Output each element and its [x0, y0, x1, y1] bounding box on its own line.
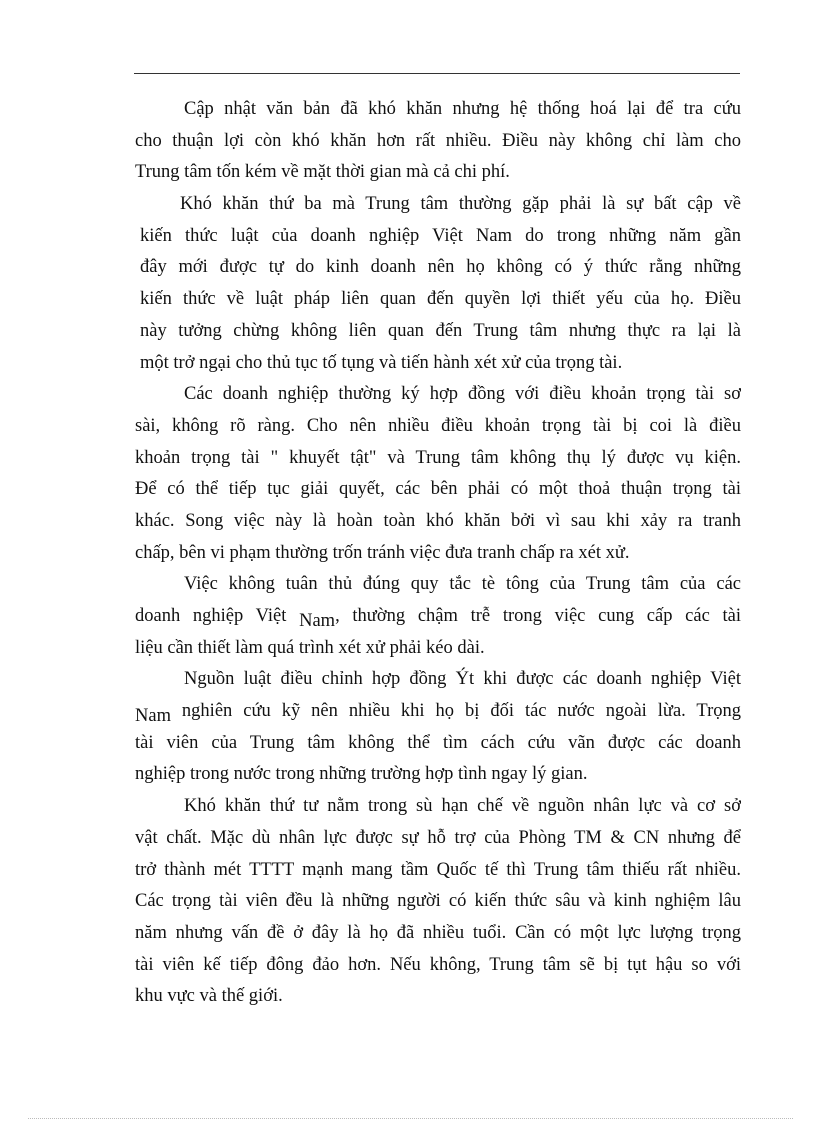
- text-line: nghiệp trong nước trong những trường hợp tình ngay lý gian.: [135, 764, 588, 785]
- lowered-word: Nam: [299, 611, 336, 631]
- paragraph-1: [135, 94, 741, 189]
- text-line: vật chất. Mặc dù nhân lực được sự hỗ trợ của Phòng TM & CN nhưng để: [135, 827, 741, 848]
- text-line: Để có thể tiếp tục giải quyết, các bên phải có một thoả thuận trọng tài: [135, 479, 741, 500]
- paragraph-5: [135, 664, 741, 791]
- header-rule: [134, 73, 740, 74]
- text-line: trở thành mét TTTT mạnh mang tầm Quốc tế thì Trung tâm thiếu rất nhiều.: [135, 859, 741, 880]
- text-line: Nguồn luật điều chỉnh hợp đồng Ýt khi được các doanh nghiệp Việt: [184, 669, 741, 690]
- text-fragment: doanh nghiệp Việt: [135, 606, 300, 626]
- paragraph-3: [135, 379, 741, 569]
- footer-rule: [28, 1118, 793, 1119]
- text-line: khoản trọng tài " khuyết tật" và Trung tâm không thụ lý được vụ kiện.: [135, 447, 741, 468]
- text-line: Các trọng tài viên đều là những người có kiến thức sâu và kinh nghiệm lâu: [135, 891, 741, 912]
- text-line: chấp, bên vi phạm thường trốn tránh việc đưa tranh chấp ra xét xử.: [135, 542, 630, 563]
- text-line: sài, không rõ ràng. Cho nên nhiều điều khoản trọng tài bị coi là điều: [135, 415, 741, 436]
- text-line: đây mới được tự do kinh doanh nên họ không có ý thức rằng những: [140, 257, 741, 278]
- paragraph-2: [135, 189, 741, 379]
- text-line: kiến thức về luật pháp liên quan đến quyền lợi thiết yếu của họ. Điều: [140, 289, 741, 310]
- text-line: cho thuận lợi còn khó khăn hơn rất nhiều. Điều này không chỉ làm cho: [135, 130, 741, 151]
- paragraph-6: [135, 791, 741, 1013]
- text-line: Các doanh nghiệp thường ký hợp đồng với điều khoản trọng tài sơ: [184, 384, 741, 405]
- text-line: Cập nhật văn bản đã khó khăn nhưng hệ thống hoá lại để tra cứu: [184, 99, 741, 119]
- text-line: kiến thức luật của doanh nghiệp Việt Nam do trong những năm gần: [140, 225, 741, 246]
- text-line: Trung tâm tốn kém về mặt thời gian mà cả chi phí.: [135, 162, 510, 183]
- text-line: liệu cần thiết làm quá trình xét xử phải kéo dài.: [135, 637, 485, 658]
- text-fragment: , thường chậm trễ trong việc cung cấp các tài: [335, 606, 741, 626]
- text-line: [135, 601, 741, 633]
- text-line: năm nhưng vấn đề ở đây là họ đã nhiều tuổi. Cần có một lực lượng trọng: [135, 922, 741, 943]
- text-line: một trở ngại cho thủ tục tố tụng và tiến hành xét xử của trọng tài.: [140, 352, 623, 373]
- text-line: khác. Song việc này là hoàn toàn khó khăn bởi vì sau khi xảy ra tranh: [135, 510, 741, 531]
- text-fragment: nghiên cứu kỹ nên nhiều khi họ bị đối tác nước ngoài lừa. Trọng: [170, 701, 741, 722]
- body-text: [135, 94, 741, 1013]
- text-line: [135, 696, 741, 728]
- text-line: Khó khăn thứ ba mà Trung tâm thường gặp phải là sự bất cập về: [180, 194, 741, 215]
- text-line: khu vực và thế giới.: [135, 986, 283, 1007]
- text-line: Khó khăn thứ tư nằm trong sù hạn chế về nguồn nhân lực và cơ sở: [184, 796, 741, 817]
- paragraph-4: [135, 569, 741, 664]
- text-line: tài viên của Trung tâm không thể tìm cách cứu vãn được các doanh: [135, 732, 741, 753]
- text-line: tài viên kế tiếp đông đảo hơn. Nếu không, Trung tâm sẽ bị tụt hậu so với: [135, 954, 741, 975]
- text-line: Việc không tuân thủ đúng quy tắc tè tông của Trung tâm của các: [184, 574, 741, 595]
- text-line: này tưởng chừng không liên quan đến Trung tâm nhưng thực ra lại là: [140, 320, 741, 341]
- lowered-word: Nam: [135, 706, 171, 727]
